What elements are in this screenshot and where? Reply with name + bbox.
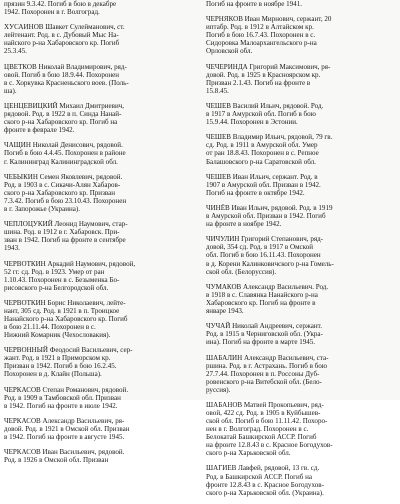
entry-line: Балашовского р-на Саратовской обл. bbox=[206, 157, 316, 166]
entry-line: ЧЕБЫКИН Семен Яковлевич, рядовой. bbox=[4, 172, 123, 181]
memorial-entry bbox=[206, 283, 398, 315]
entry-line: Сидоровка Малоархангельского р-на bbox=[206, 39, 317, 48]
entry-line: ЧУЧАЙ Николай Андреевич, сержант. bbox=[206, 322, 322, 331]
entry-line: ШАГИЕВ Лавфей, рядовой, 13 гв. сд. bbox=[206, 464, 320, 473]
entry-line: Нанайского р-на Хабаровского кр. Погиб bbox=[4, 315, 128, 323]
memorial-entry bbox=[4, 23, 198, 55]
entry-line: 15.9.44. Похоронен в Эстонии. bbox=[206, 118, 298, 127]
entry-line: ЧЕЧЕРИНДА Григорий Максимович, ря- bbox=[206, 62, 331, 71]
entry-line: ского р-на Харьковской обл. (Украина). bbox=[206, 488, 324, 497]
memorial-entry bbox=[206, 204, 398, 228]
entry-line: Род. в 1926 в Омской обл. Призван bbox=[4, 456, 109, 465]
entry-line: рядовой. Род. в 1922 в п. Синда Нанай- bbox=[4, 110, 122, 119]
entry-line: ЧУМАКОВ Александр Васильевич. Род. bbox=[206, 282, 329, 291]
entry-line: ЧЕШЕВ Василий Ильич, рядовой. Род. bbox=[206, 102, 324, 111]
entry-line: ского р-на Харьковской обл. bbox=[206, 449, 291, 458]
entry-line: в д. Корени Калинковичского р-на Гомель- bbox=[206, 259, 334, 268]
entry-line: 1942. Похоронен в г. Волгоград. bbox=[4, 8, 100, 17]
memorial-entry bbox=[206, 133, 398, 165]
entry-line: фронте 12.8.43 в с. Красное Богодухов- bbox=[206, 480, 324, 489]
entry-line: довой. Род. в 1921 в Омской обл. Призван bbox=[4, 425, 130, 434]
entry-line: ШАБАЛИН Александр Васильевич, ста- bbox=[206, 353, 329, 362]
entry-line: ЧИНЁВ Иван Ильич, рядовой. Род. в 1919 bbox=[206, 204, 333, 213]
entry-line: овой. Погиб в бою 18.9.44. Похоронен bbox=[4, 70, 120, 79]
memorial-entry bbox=[4, 220, 198, 252]
entry-line: обл. Погиб в бою 16.11.43. Похоронен bbox=[206, 251, 321, 260]
entry-line: 1943. bbox=[4, 244, 20, 253]
entry-line: ШАБАНОВ Матвей Прокопьевич, ряд- bbox=[206, 400, 324, 409]
entry-line: г. Калининград Калининградской обл. bbox=[4, 157, 118, 166]
entry-line: ршина. Род. в г. Астрахань. Погиб в бою bbox=[206, 361, 328, 370]
memorial-entry bbox=[206, 401, 398, 457]
memorial-entry bbox=[4, 448, 198, 464]
entry-line: в 1942. Погиб на фронте в августе 1945. bbox=[4, 433, 125, 442]
entry-line: ского р-на Хабаровского кр. Призван bbox=[4, 188, 115, 197]
entry-line: Род. в 1903 в с. Сикачи-Алян Хабаров- bbox=[4, 180, 121, 189]
entry-line: Погиб в бою 16.7.43. Похоронен в с. bbox=[206, 31, 316, 40]
entry-line: руссия). bbox=[206, 385, 231, 394]
entry-line: ина). Погиб на фронте в марте 1945. bbox=[206, 338, 316, 347]
entry-line: ской обл. Погиб в бою 11.11.42. Похоро- bbox=[206, 417, 328, 426]
entry-line: прязин 9.3.42. Погиб в бою в декабре bbox=[4, 0, 117, 8]
entry-line: ЧЕРКАСОВ Степан Романович, рядовой. bbox=[4, 385, 129, 394]
entry-line: от ран 18.8.43. Похоронен в с. Репное bbox=[206, 149, 319, 158]
entry-line: Погиб в бою 4.4.45. Похоронен в районе bbox=[4, 149, 126, 158]
entry-line: нант, 305 сд. Род. в 1921 в п. Троицкое bbox=[4, 306, 120, 315]
entry-line: найского р-на Хабаровского кр. Погиб bbox=[4, 39, 120, 48]
entry-line: ша). bbox=[4, 86, 17, 95]
entry-line: 1907 в Амурской обл. Призван в 1942. bbox=[206, 180, 321, 189]
entry-line: 1.10.43. Похоронен в с. Безыменка Бо- bbox=[4, 275, 120, 284]
memorial-entry bbox=[206, 464, 398, 496]
entry-line: ровенского р-на Витебской обл. (Бело- bbox=[206, 377, 322, 386]
entry-line: на фронте 12.8.43 в с. Красное Богодухов- bbox=[206, 441, 333, 450]
entry-line: ЦВЕТКОВ Николай Владимирович, ряд- bbox=[4, 62, 127, 71]
entry-line: Род. в 1909 в Тамбовской обл. Призван bbox=[4, 393, 121, 402]
left-column bbox=[4, 0, 198, 472]
entry-line: в бою 21.11.44. Похоронен в с. bbox=[4, 323, 96, 332]
entry-line: ЧЕРВОТКИН Борис Николаевич, лейте- bbox=[4, 298, 126, 307]
entry-line: ского р-на Хабаровского кр. Погиб на bbox=[4, 118, 118, 127]
entry-line: Род. в Башкирской АССР. Погиб на bbox=[206, 472, 313, 481]
entry-line: зван в 1942. Погиб на фронте в сентябре bbox=[4, 236, 126, 245]
entry-line: 27.7.44. Похоронен в п. Россоны Дуб- bbox=[206, 369, 320, 378]
entry-line: в 1917 в Амурской обл. Погиб в бою bbox=[206, 110, 316, 119]
entry-line: фронте в феврале 1942. bbox=[4, 126, 75, 135]
memorial-entry bbox=[4, 386, 198, 410]
entry-line: Погиб на фронте в ноябре 1941. bbox=[206, 0, 302, 8]
entry-line: ЧЕРВОТКИН Аркадий Наумович, рядовой, bbox=[4, 259, 136, 268]
entry-line: рисовского р-на Белгородской обл. bbox=[4, 283, 109, 292]
entry-line: довой. Род. в 1925 в Красноярском кр. bbox=[206, 70, 321, 79]
entry-line: ЧИЧУЛИН Григорий Степанович, ряд- bbox=[206, 235, 324, 244]
entry-line: ХУСАИНОВ Шавкет Сулейманович, ст. bbox=[4, 23, 125, 32]
memorial-entry bbox=[4, 299, 198, 339]
entry-line: Призван в 1942. Погиб в бою 16.2.45. bbox=[4, 362, 117, 371]
entry-line: ЧЕРВОННЫЙ Феодосий Васильевич, сер- bbox=[4, 346, 133, 355]
entry-line: в с. Хоркувка Красненьского воев. (Поль- bbox=[4, 78, 129, 87]
entry-line: Похоронен в д. Клайн (Польша). bbox=[4, 370, 102, 379]
entry-line: сд. Род. в 1911 в Амурской обл. Умер bbox=[206, 141, 318, 150]
memorial-entry bbox=[206, 322, 398, 346]
memorial-entry bbox=[206, 63, 398, 95]
entry-line: ЧЕРКАСОВ Александр Васильевич, ря- bbox=[4, 417, 125, 426]
memorial-entry bbox=[4, 63, 198, 95]
memorial-entry bbox=[4, 0, 198, 16]
memorial-entry bbox=[4, 102, 198, 134]
entry-line: Род. в 1915 в Черниговской обл. (Укра- bbox=[206, 330, 323, 339]
entry-line: лейтенант. Род. в с. Дубовый Мыс На- bbox=[4, 31, 119, 40]
entry-line: в г. Запорожье (Украина). bbox=[4, 204, 80, 213]
memorial-entry bbox=[4, 173, 198, 213]
entry-line: январе 1943. bbox=[206, 306, 244, 315]
entry-line: иптабр. Род. в 1912 в Алтайском кр. bbox=[206, 23, 314, 32]
entry-line: Призван 2.1.43. Погиб на фронте в bbox=[206, 78, 311, 87]
entry-line: нен в г. Волгоград. Похоронен в с. bbox=[206, 425, 309, 434]
memorial-entry bbox=[206, 15, 398, 55]
entry-line: в 1942. Погиб на фронте в июле 1942. bbox=[4, 401, 118, 410]
right-column bbox=[206, 0, 398, 504]
entry-line: шина. Род. в 1912 в г. Хабаровск. При- bbox=[4, 228, 120, 237]
entry-line: овой, 422 сд. Род. в 1905 в Куйбышев- bbox=[206, 408, 321, 417]
entry-line: в Амурской обл. Призван в 1942. Погиб bbox=[206, 212, 326, 221]
entry-line: Хабаровского кр. Погиб на фронте в bbox=[206, 298, 316, 307]
memorial-entry bbox=[4, 346, 198, 378]
entry-line: на фронте в ноябре 1942. bbox=[206, 220, 282, 229]
memorial-entry bbox=[206, 0, 398, 8]
entry-line: Погиб на фронте в октябре 1942. bbox=[206, 188, 305, 197]
entry-line: в 1918 в с. Славянка Нанайского р-на bbox=[206, 290, 318, 299]
memorial-entry bbox=[4, 260, 198, 292]
entry-line: 15.8.45. bbox=[206, 86, 229, 95]
memorial-entry bbox=[4, 417, 198, 441]
entry-line: жант. Род. в 1921 в Приморском кр. bbox=[4, 354, 111, 363]
memorial-entry bbox=[206, 235, 398, 275]
entry-line: ЦЕНЦЕВИЦКИЙ Михаил Дмитриевич, bbox=[4, 102, 125, 111]
entry-line: Орловской обл. bbox=[206, 47, 253, 56]
entry-line: 7.3.42. Погиб в бою 23.10.43. Похоронен bbox=[4, 196, 127, 205]
entry-line: ЧЕШЕВ Владимир Ильич, рядовой, 79 гв. bbox=[206, 133, 333, 142]
entry-line: ЧАЩИН Николай Денисович, рядовой. bbox=[4, 141, 123, 150]
entry-line: 25.3.45. bbox=[4, 47, 27, 56]
entry-line: Нижний Комарник (Чехословакия). bbox=[4, 331, 111, 340]
memorial-entry bbox=[206, 173, 398, 197]
entry-line: Белокатай Башкирской АССР. Погиб bbox=[206, 433, 317, 442]
memorial-entry bbox=[206, 354, 398, 394]
entry-line: ЧЕШЕВ Иван Ильич, сержант. Род. в bbox=[206, 172, 318, 181]
entry-line: ЧЕРКАСОВ Иван Васильевич, рядовой. bbox=[4, 448, 125, 457]
entry-line: ЧЕРНЯКОВ Иван Мирнович, сержант, 20 bbox=[206, 15, 332, 24]
memorial-entry bbox=[4, 141, 198, 165]
memorial-entry bbox=[206, 102, 398, 126]
entry-line: 52 гг. сд. Род. в 1923. Умер от ран bbox=[4, 267, 105, 276]
entry-line: ской обл. (Белоруссия). bbox=[206, 267, 277, 276]
entry-line: ЧЕПЛОЦУКИЙ Леонид Наумович, стар- bbox=[4, 220, 128, 229]
entry-line: довой, 354 сд. Род. в 1917 в Омской bbox=[206, 243, 314, 252]
